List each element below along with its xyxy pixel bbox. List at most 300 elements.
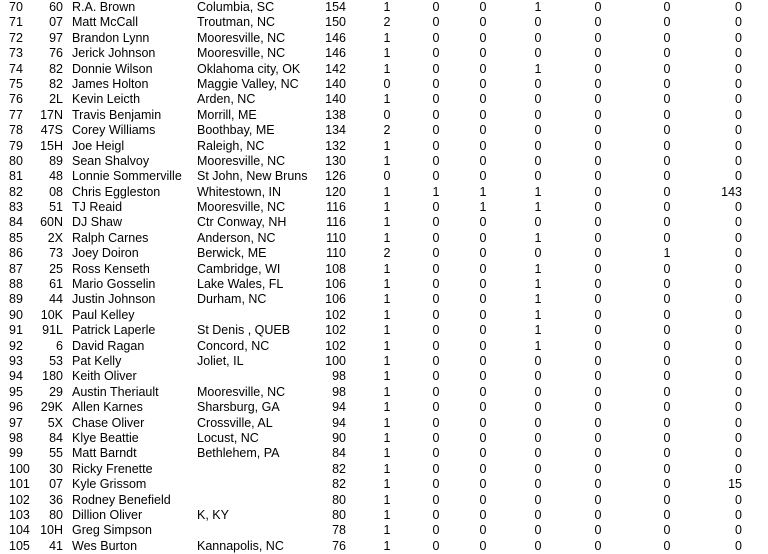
stat-4-cell: 0 [534,400,542,415]
stat-7-cell: 0 [735,307,742,322]
car-number-cell: 41 [49,538,63,553]
stat-7-cell: 0 [735,492,742,507]
stat-4-cell: 0 [534,430,542,445]
table-row [0,215,768,230]
position-cell: 104 [9,523,30,538]
table-row [0,77,768,92]
stat-6-cell: 0 [663,446,671,461]
stat-7-cell: 0 [735,169,742,184]
points-cell: 154 [325,0,346,14]
stat-6-cell: 0 [663,477,671,492]
stat-7-cell: 15 [728,477,742,492]
stat-7-cell: 0 [735,107,742,122]
stat-2-cell: 0 [432,153,440,168]
stat-6-cell: 0 [663,384,671,399]
position-cell: 71 [9,15,23,30]
hometown-cell: Mooresville, NC [197,200,286,215]
table-row [0,139,768,154]
position-cell: 88 [9,277,23,292]
stat-6-cell: 0 [663,461,671,476]
points-cell: 102 [325,307,346,322]
table-row [0,477,768,492]
table-row [0,431,768,446]
car-number-cell: 89 [49,153,63,168]
stat-1-cell: 1 [383,261,391,276]
stat-4-cell: 0 [534,169,542,184]
stat-7-cell: 0 [735,400,742,415]
table-row [0,92,768,107]
driver-name-cell: Pat Kelly [72,353,122,368]
table-row [0,400,768,415]
stat-6-cell: 0 [663,76,671,91]
car-number-cell: 10H [40,523,63,538]
stat-4-cell: 0 [534,538,542,553]
stat-2-cell: 0 [432,369,440,384]
driver-name-cell: Greg Simpson [72,523,152,538]
stat-1-cell: 1 [383,61,391,76]
stat-3-cell: 0 [479,307,487,322]
stat-2-cell: 0 [432,384,440,399]
stat-2-cell: 0 [432,400,440,415]
stat-5-cell: 0 [594,446,602,461]
stat-2-cell: 0 [432,538,440,553]
points-cell: 106 [325,277,346,292]
driver-name-cell: Klye Beattie [72,430,139,445]
stat-4-cell: 1 [534,261,542,276]
driver-name-cell: Chase Oliver [72,415,145,430]
driver-name-cell: Ross Kenseth [72,261,150,276]
stat-4-cell: 0 [534,123,542,138]
points-cell: 116 [326,215,346,230]
table-row [0,123,768,138]
stat-6-cell: 0 [663,292,671,307]
table-row [0,416,768,431]
stat-7-cell: 0 [735,446,742,461]
driver-name-cell: Brandon Lynn [72,30,150,45]
stat-2-cell: 0 [432,46,440,61]
hometown-cell: Maggie Valley, NC [197,76,299,91]
stat-2-cell: 0 [432,461,440,476]
hometown-cell: St Denis , QUEB [197,323,291,338]
stat-1-cell: 1 [383,153,391,168]
car-number-cell: 29K [40,400,63,415]
stat-5-cell: 0 [594,123,602,138]
stat-1-cell: 1 [383,338,391,353]
car-number-cell: 6 [56,338,63,353]
stat-3-cell: 0 [479,123,487,138]
driver-name-cell: Justin Johnson [72,292,156,307]
stat-6-cell: 0 [663,153,671,168]
points-cell: 120 [325,184,346,199]
stat-6-cell: 0 [663,46,671,61]
position-cell: 89 [9,292,23,307]
driver-name-cell: Wes Burton [72,538,138,553]
car-number-cell: 82 [49,76,63,91]
car-number-cell: 10K [40,307,63,322]
stat-5-cell: 0 [594,477,602,492]
stat-3-cell: 0 [479,415,487,430]
stat-1-cell: 1 [383,92,391,107]
stat-2-cell: 1 [432,184,440,199]
stat-3-cell: 0 [479,292,487,307]
points-cell: 94 [332,415,346,430]
stat-2-cell: 0 [432,492,440,507]
driver-name-cell: Joe Heigl [72,138,125,153]
stat-4-cell: 0 [534,384,542,399]
points-cell: 150 [325,15,346,30]
stat-4-cell: 0 [534,246,542,261]
stat-5-cell: 0 [594,353,602,368]
stat-7-cell: 0 [735,538,742,553]
stat-5-cell: 0 [594,215,602,230]
stat-1-cell: 1 [383,30,391,45]
table-row [0,185,768,200]
stat-6-cell: 0 [663,430,671,445]
points-cell: 134 [325,123,346,138]
stat-5-cell: 0 [594,323,602,338]
car-number-cell: 61 [49,277,63,292]
hometown-cell: Arden, NC [197,92,256,107]
stat-3-cell: 0 [479,477,487,492]
stat-7-cell: 0 [735,138,742,153]
stat-6-cell: 0 [663,123,671,138]
driver-name-cell: Ralph Carnes [72,230,149,245]
hometown-cell: Columbia, SC [197,0,275,14]
car-number-cell: 25 [49,261,63,276]
stat-5-cell: 0 [594,369,602,384]
stat-5-cell: 0 [594,107,602,122]
stat-4-cell: 0 [534,461,542,476]
points-cell: 138 [325,107,346,122]
stat-1-cell: 1 [383,323,391,338]
points-cell: 106 [325,292,346,307]
table-row [0,508,768,523]
stat-6-cell: 0 [663,353,671,368]
hometown-cell: Whitestown, IN [197,184,282,199]
driver-name-cell: Matt McCall [72,15,138,30]
table-row [0,46,768,61]
stat-6-cell: 0 [663,169,671,184]
hometown-cell: Bethlehem, PA [197,446,280,461]
stat-5-cell: 0 [594,46,602,61]
stat-5-cell: 0 [594,230,602,245]
hometown-cell: St John, New Bruns [197,169,308,184]
stat-4-cell: 0 [534,492,542,507]
car-number-cell: 07 [49,15,63,30]
stat-6-cell: 0 [663,415,671,430]
table-row [0,339,768,354]
stat-7-cell: 0 [735,61,742,76]
car-number-cell: 60 [49,0,63,14]
stat-2-cell: 0 [432,230,440,245]
stat-4-cell: 1 [534,200,542,215]
stat-7-cell: 0 [735,353,742,368]
stat-7-cell: 0 [735,461,742,476]
stat-6-cell: 0 [663,538,671,553]
stat-7-cell: 0 [735,277,742,292]
stat-2-cell: 0 [432,292,440,307]
stat-7-cell: 0 [735,200,742,215]
stat-4-cell: 1 [534,277,542,292]
table-row [0,246,768,261]
car-number-cell: 30 [49,461,63,476]
stat-5-cell: 0 [594,523,602,538]
stat-6-cell: 1 [663,246,671,261]
table-row [0,262,768,277]
points-cell: 110 [326,230,346,245]
stat-1-cell: 0 [383,76,391,91]
stat-2-cell: 0 [432,169,440,184]
position-cell: 100 [9,461,30,476]
position-cell: 82 [9,184,23,199]
car-number-cell: 51 [49,200,63,215]
stat-7-cell: 0 [735,30,742,45]
stat-7-cell: 0 [735,261,742,276]
stat-3-cell: 1 [479,200,487,215]
stat-2-cell: 0 [432,277,440,292]
table-row [0,446,768,461]
stat-7-cell: 0 [735,230,742,245]
driver-name-cell: Paul Kelley [72,307,135,322]
stat-4-cell: 1 [534,184,542,199]
points-cell: 126 [325,169,346,184]
stat-1-cell: 1 [383,538,391,553]
stat-1-cell: 1 [383,369,391,384]
driver-name-cell: Travis Benjamin [72,107,162,122]
table-row [0,493,768,508]
stat-3-cell: 0 [479,369,487,384]
stat-1-cell: 1 [383,400,391,415]
stat-3-cell: 0 [479,461,487,476]
stat-3-cell: 0 [479,215,487,230]
points-cell: 116 [326,200,346,215]
table-row [0,292,768,307]
stat-3-cell: 0 [479,92,487,107]
stat-3-cell: 0 [479,230,487,245]
driver-name-cell: Kevin Leicth [72,92,141,107]
stat-6-cell: 0 [663,61,671,76]
stat-2-cell: 0 [432,353,440,368]
stat-3-cell: 0 [479,76,487,91]
stat-1-cell: 0 [383,107,391,122]
driver-name-cell: Corey Williams [72,123,156,138]
car-number-cell: 55 [49,446,63,461]
stat-3-cell: 0 [479,261,487,276]
stat-3-cell: 0 [479,15,487,30]
stat-5-cell: 0 [594,92,602,107]
position-cell: 74 [9,61,23,76]
hometown-cell: Durham, NC [197,292,267,307]
stat-1-cell: 1 [383,307,391,322]
car-number-cell: 07 [49,477,63,492]
driver-name-cell: Matt Barndt [72,446,137,461]
driver-name-cell: R.A. Brown [72,0,136,14]
stat-4-cell: 0 [534,477,542,492]
hometown-cell: Mooresville, NC [197,30,286,45]
stat-3-cell: 0 [479,107,487,122]
position-cell: 96 [9,400,23,415]
stat-6-cell: 0 [663,338,671,353]
stat-7-cell: 0 [735,0,742,14]
stat-6-cell: 0 [663,323,671,338]
hometown-cell: Kannapolis, NC [197,538,284,553]
hometown-cell: Sharsburg, GA [197,400,280,415]
table-row [0,231,768,246]
stat-3-cell: 0 [479,384,487,399]
table-row [0,369,768,384]
stat-2-cell: 0 [432,415,440,430]
stat-2-cell: 0 [432,246,440,261]
car-number-cell: 60N [40,215,63,230]
position-cell: 92 [9,338,23,353]
position-cell: 76 [9,92,23,107]
table-row [0,539,768,554]
stat-3-cell: 0 [479,430,487,445]
stat-1-cell: 1 [383,430,391,445]
position-cell: 90 [9,307,23,322]
stat-1-cell: 1 [383,415,391,430]
stat-7-cell: 0 [735,153,742,168]
stat-2-cell: 0 [432,307,440,322]
stat-1-cell: 2 [383,15,391,30]
stat-4-cell: 1 [534,323,542,338]
driver-name-cell: Chris Eggleston [72,184,161,199]
stat-7-cell: 0 [735,369,742,384]
stat-1-cell: 1 [383,492,391,507]
stat-7-cell: 0 [735,292,742,307]
stat-5-cell: 0 [594,184,602,199]
position-cell: 70 [9,0,23,14]
car-number-cell: 53 [49,353,63,368]
position-cell: 102 [9,492,30,507]
stat-6-cell: 0 [663,400,671,415]
table-row [0,108,768,123]
stat-4-cell: 1 [534,230,542,245]
table-row [0,277,768,292]
stat-2-cell: 0 [432,138,440,153]
stat-1-cell: 2 [383,246,391,261]
stat-3-cell: 0 [479,277,487,292]
stat-7-cell: 0 [735,15,742,30]
points-cell: 98 [332,384,346,399]
stat-7-cell: 143 [721,184,742,199]
stat-5-cell: 0 [594,430,602,445]
position-cell: 83 [9,200,23,215]
stat-6-cell: 0 [663,261,671,276]
stat-2-cell: 0 [432,446,440,461]
stat-1-cell: 1 [383,353,391,368]
stat-5-cell: 0 [594,0,602,14]
stat-3-cell: 0 [479,507,487,522]
points-cell: 110 [326,246,346,261]
stat-4-cell: 0 [534,369,542,384]
stat-4-cell: 1 [534,338,542,353]
driver-name-cell: DJ Shaw [72,215,123,230]
table-row [0,308,768,323]
driver-name-cell: Keith Oliver [72,369,137,384]
stat-6-cell: 0 [663,92,671,107]
points-cell: 146 [325,46,346,61]
driver-name-cell: Sean Shalvoy [72,153,150,168]
stat-2-cell: 0 [432,507,440,522]
position-cell: 85 [9,230,23,245]
hometown-cell: Mooresville, NC [197,384,286,399]
hometown-cell: Cambridge, WI [197,261,281,276]
stat-5-cell: 0 [594,415,602,430]
hometown-cell: Anderson, NC [197,230,276,245]
stat-2-cell: 0 [432,323,440,338]
stat-6-cell: 0 [663,138,671,153]
points-cell: 140 [325,76,346,91]
stat-3-cell: 0 [479,246,487,261]
stat-6-cell: 0 [663,200,671,215]
stat-1-cell: 1 [383,446,391,461]
hometown-cell: Lake Wales, FL [197,277,284,292]
car-number-cell: 08 [49,184,63,199]
hometown-cell: Mooresville, NC [197,46,286,61]
hometown-cell: Concord, NC [197,338,270,353]
stat-6-cell: 0 [663,507,671,522]
stat-2-cell: 0 [432,30,440,45]
car-number-cell: 80 [49,507,63,522]
stat-2-cell: 0 [432,261,440,276]
hometown-cell: Oklahoma city, OK [197,61,301,76]
stat-2-cell: 0 [432,15,440,30]
stat-5-cell: 0 [594,538,602,553]
stat-1-cell: 1 [383,461,391,476]
stat-3-cell: 0 [479,523,487,538]
stat-4-cell: 0 [534,415,542,430]
stat-3-cell: 0 [479,323,487,338]
stat-7-cell: 0 [735,123,742,138]
stat-1-cell: 1 [383,184,391,199]
position-cell: 87 [9,261,23,276]
stat-4-cell: 1 [534,61,542,76]
stat-4-cell: 0 [534,138,542,153]
points-cell: 108 [325,261,346,276]
stat-7-cell: 0 [735,430,742,445]
stat-7-cell: 0 [735,384,742,399]
hometown-cell: Locust, NC [197,430,259,445]
stat-4-cell: 0 [534,507,542,522]
stat-2-cell: 0 [432,200,440,215]
position-cell: 73 [9,46,23,61]
stat-6-cell: 0 [663,107,671,122]
stat-5-cell: 0 [594,277,602,292]
stat-2-cell: 0 [432,107,440,122]
stat-7-cell: 0 [735,523,742,538]
points-cell: 82 [332,477,346,492]
position-cell: 78 [9,123,23,138]
table-row [0,323,768,338]
stat-5-cell: 0 [594,138,602,153]
position-cell: 105 [9,538,30,553]
stat-4-cell: 1 [534,307,542,322]
stat-5-cell: 0 [594,461,602,476]
points-cell: 100 [325,353,346,368]
points-cell: 132 [325,138,346,153]
stat-3-cell: 0 [479,46,487,61]
stat-6-cell: 0 [663,230,671,245]
car-number-cell: 91L [42,323,63,338]
car-number-cell: 5X [47,415,63,430]
stat-6-cell: 0 [663,277,671,292]
position-cell: 103 [9,507,30,522]
stat-5-cell: 0 [594,61,602,76]
driver-name-cell: Mario Gosselin [72,277,156,292]
stat-7-cell: 0 [735,415,742,430]
stat-5-cell: 0 [594,261,602,276]
